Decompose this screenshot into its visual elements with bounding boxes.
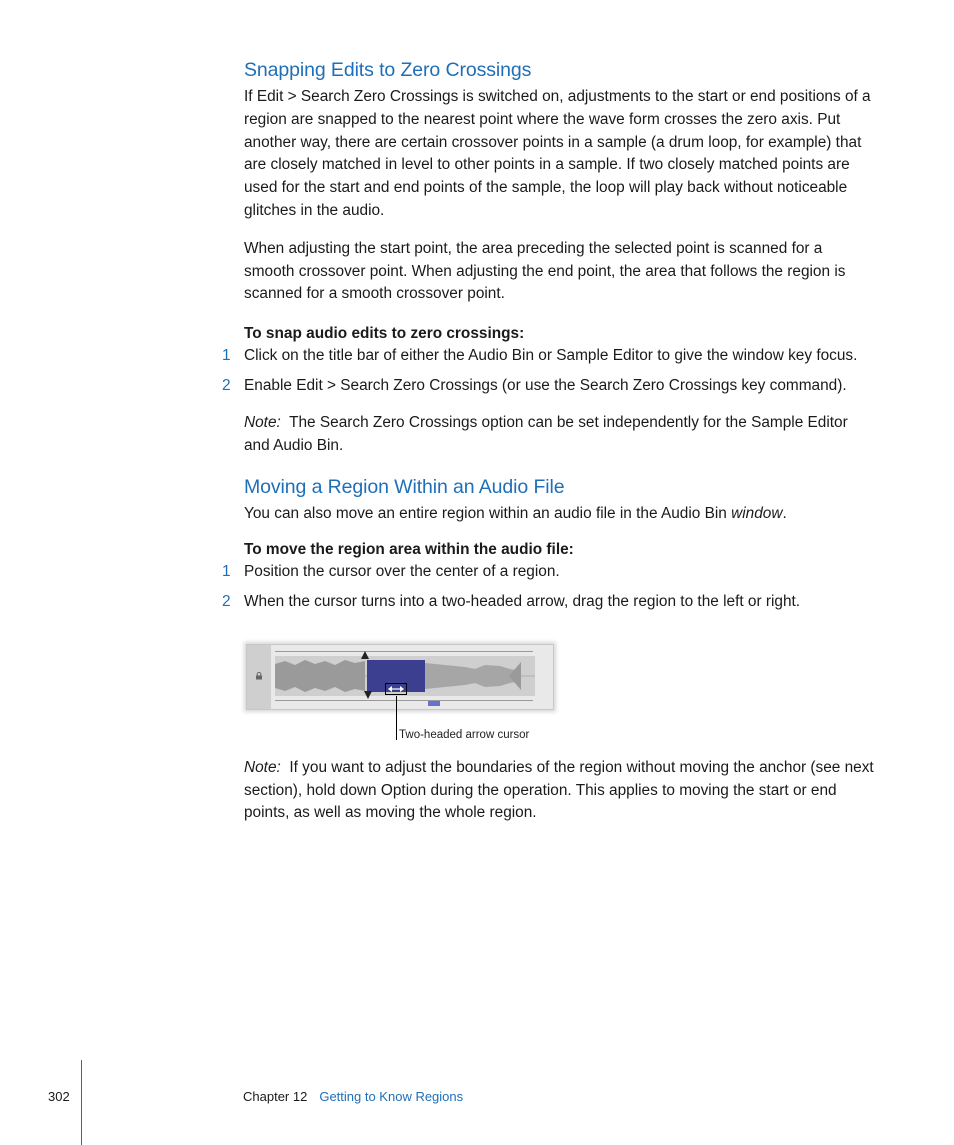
step-item (222, 561, 874, 584)
procedure-title: To snap audio edits to zero crossings: (244, 325, 525, 343)
note-text: The Search Zero Crossings option can be set independently for the Sample Editor and Audio Bin. (244, 413, 848, 454)
lock-icon (255, 672, 263, 680)
paragraph: When adjusting the start point, the area preceding the selected point is scanned for a smooth crossover point. When adjusting the end point, the area that follows the region is scanned for a smooth crossover point. (244, 239, 846, 303)
note-label: Note: (244, 413, 281, 431)
callout-line (396, 696, 397, 740)
step-item (222, 375, 874, 398)
region-start-anchor-icon[interactable] (361, 651, 369, 659)
step-text: Enable Edit > Search Zero Crossings (or use the Search Zero Crossings key command). (244, 376, 847, 394)
intro-end: . (782, 505, 787, 523)
step-text: Click on the title bar of either the Audio Bin or Sample Editor to give the window key focus. (244, 347, 858, 365)
intro-text: You can also move an entire region within an audio file in the Audio Bin (244, 505, 732, 523)
step-item (222, 345, 874, 368)
footer-divider (81, 1060, 82, 1145)
page-number: 302 (48, 1089, 70, 1104)
procedure-title: To move the region area within the audio file: (244, 541, 574, 559)
intro-italic: window (731, 505, 783, 523)
audio-bin-figure (246, 644, 566, 754)
track-header (247, 645, 271, 709)
chapter-label: Chapter 12 (243, 1089, 308, 1104)
step-number: 2 (222, 592, 231, 610)
waveform-left (275, 660, 365, 692)
step-text: When the cursor turns into a two-headed arrow, drag the region to the left or right. (244, 592, 801, 610)
step-number: 1 (222, 347, 231, 365)
bottom-ruler (275, 700, 533, 706)
step-text: Position the cursor over the center of a region. (244, 563, 560, 581)
note (244, 757, 874, 825)
note-label: Note: (244, 758, 281, 776)
page-content (222, 58, 874, 840)
audio-bin-strip (246, 644, 554, 710)
section-heading-moving-region: Moving a Region Within an Audio File (244, 476, 565, 499)
note (244, 412, 874, 458)
region-anchor-icon[interactable] (364, 691, 372, 699)
chapter-title-link[interactable]: Getting to Know Regions (319, 1089, 464, 1104)
step-number: 2 (222, 376, 231, 394)
step-number: 1 (222, 563, 231, 581)
paragraph (244, 503, 874, 526)
top-ruler (275, 646, 533, 652)
paragraph: If Edit > Search Zero Crossings is switched on, adjustments to the start or end positions of a region are snapped to the nearest point where the wave form crosses the zero axis. Put another way, there are certain crossover points in a sample (a drum loop, for example) that are closely matched in level to other points in a sample. If two closely matched points are used for the start and end points of the sample, the loop will play back without noticeable glitches in the audio. (244, 88, 871, 219)
figure-caption: Two-headed arrow cursor (399, 728, 530, 741)
section-heading-zero-crossings: Snapping Edits to Zero Crossings (244, 59, 532, 81)
waveform-tail (509, 662, 521, 690)
waveform-right (425, 663, 520, 689)
footer-chapter (243, 1089, 463, 1104)
step-item (222, 591, 874, 614)
two-headed-arrow-cursor-icon (385, 683, 407, 695)
note-text: If you want to adjust the boundaries of the region without moving the anchor (see next section), hold down Option during the operation. This applies to moving the start or end points, as well as moving the whole region. (244, 758, 874, 822)
